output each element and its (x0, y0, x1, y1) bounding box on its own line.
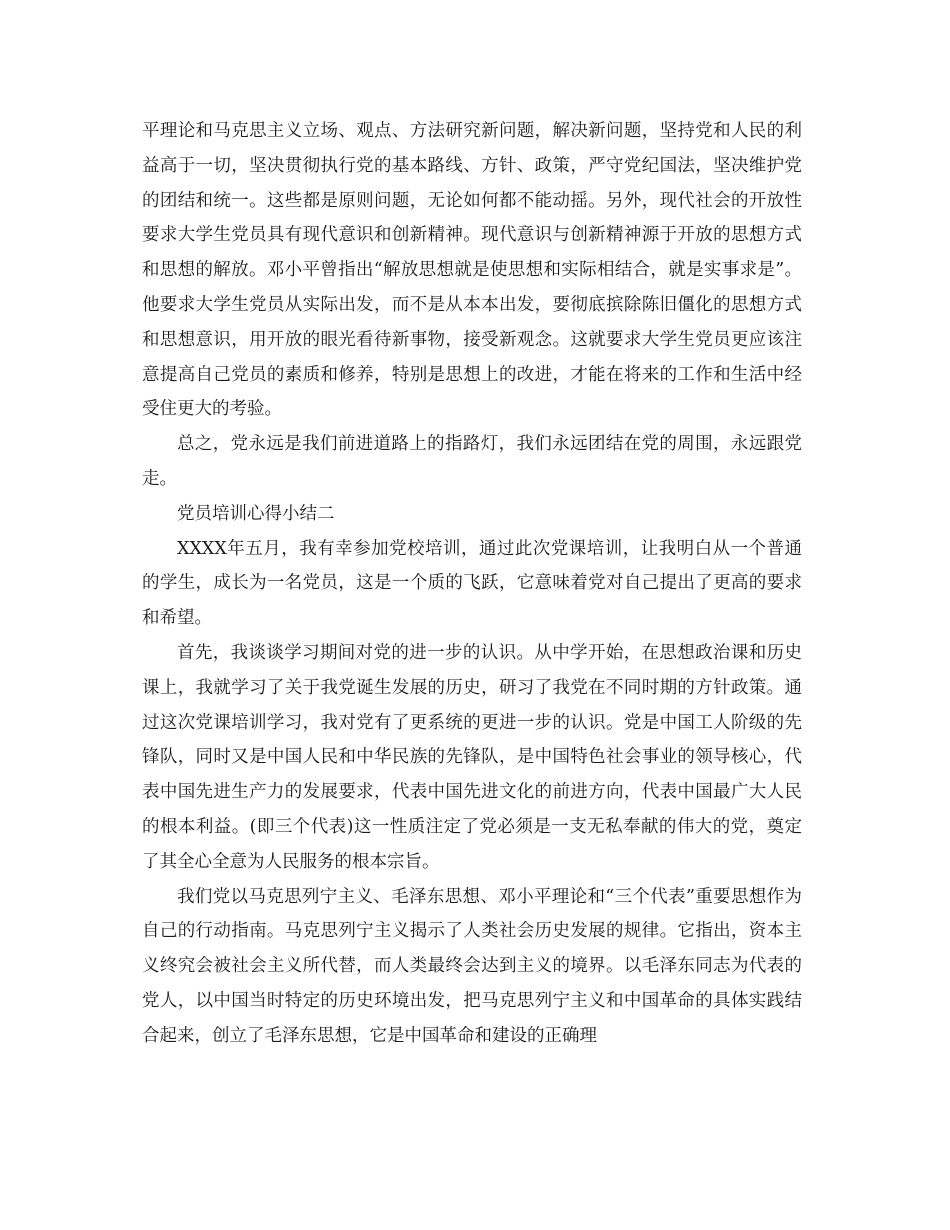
paragraph-conclusion: 总之，党永远是我们前进道路上的指路灯，我们永远团结在党的周围，永远跟党走。 (142, 434, 802, 489)
document-body (142, 114, 802, 1054)
paragraph-first-point: 首先，我谈谈学习期间对党的进一步的认识。从中学开始，在思想政治课和历史课上，我就学习了关于我党诞生发展的历史，研习了我党在不同时期的方针政策。通过这次党课培训学习，我对党有了更系统的更进一步的认识。党是中国工人阶级的先锋队，同时又是中国人民和中华民族的先锋队，是中国特色社会事业的领导核心，代表中国先进生产力的发展要求，代表中国先进文化的前进方向，代表中国最广大人民的根本利益。(即三个代表)这一性质注定了党必须是一支无私奉献的伟大的党，奠定了其全心全意为人民服务的根本宗旨。 (142, 642, 802, 872)
paragraph-intro: XXXX年五月，我有幸参加党校培训，通过此次党课培训，让我明白从一个普通的学生，成长为一名党员，这是一个质的飞跃，它意味着党对自己提出了更高的要求和希望。 (142, 538, 802, 629)
paragraph-continuation: 平理论和马克思主义立场、观点、方法研究新问题，解决新问题，坚持党和人民的利益高于一切，坚决贯彻执行党的基本路线、方针、政策，严守党纪国法，坚决维护党的团结和统一。这些都是原则问题，无论如何都不能动摇。另外，现代社会的开放性要求大学生党员具有现代意识和创新精神。现代意识与创新精神源于开放的思想方式和思想的解放。邓小平曾指出“解放思想就是使思想和实际相结合，就是实事求是”。他要求大学生党员从实际出发，而不是从本本出发，要彻底摈除陈旧僵化的思想方式和思想意识，用开放的眼光看待新事物，接受新观念。这就要求大学生党员更应该注意提高自己党员的素质和修养，特别是思想上的改进，才能在将来的工作和生活中经受住更大的考验。 (142, 121, 802, 420)
paragraph-guiding-thought: 我们党以马克思列宁主义、毛泽东思想、邓小平理论和“三个代表”重要思想作为自己的行动指南。马克思列宁主义揭示了人类社会历史发展的规律。它指出，资本主义终究会被社会主义所代替，而人类最终会达到主义的境界。以毛泽东同志为代表的党人，以中国当时特定的历史环境出发，把马克思列宁主义和中国革命的具体实践结合起来，创立了毛泽东思想，它是中国革命和建设的正确理 (142, 886, 802, 1046)
section-heading: 党员培训心得小结二 (177, 503, 335, 524)
